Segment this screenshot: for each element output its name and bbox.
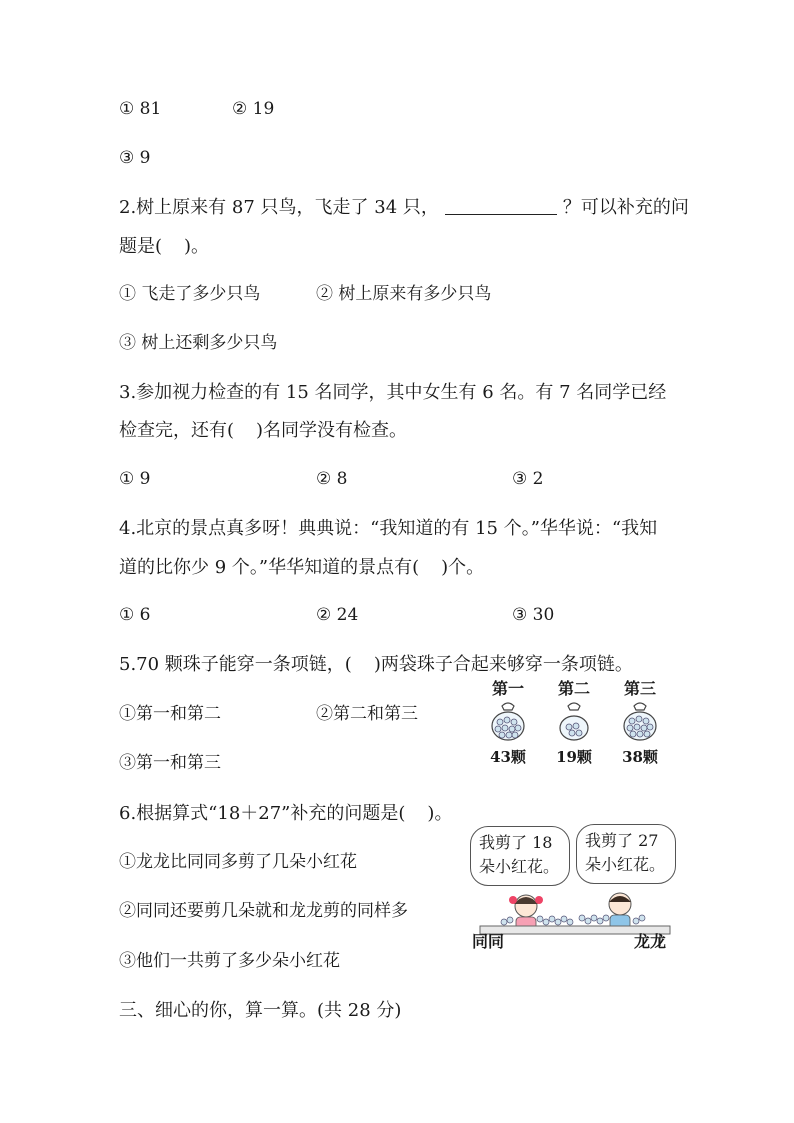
q2-text-c: 题是( — [119, 236, 163, 257]
q2-option-3: ③ 树上还剩多少只鸟 — [119, 333, 278, 353]
q6-text-a: 6.根据算式“18＋27”补充的问题是( — [119, 803, 406, 824]
bead-bag-2-icon — [554, 698, 594, 742]
q2-text-a: 2.树上原来有 87 只鸟，飞走了 34 只， — [119, 197, 439, 218]
speech-bubble-right: 我剪了 27 朵小红花。 — [576, 824, 676, 884]
q2-option-1: ① 飞走了多少只鸟 — [119, 284, 261, 304]
bead-bag-1-icon — [488, 698, 528, 742]
bag-1-label: 第一 — [491, 679, 524, 698]
q6-option-3: ③他们一共剪了多少朵小红花 — [119, 951, 340, 971]
q2-text-d: )。 — [184, 236, 210, 257]
q4-option-3: ③ 30 — [512, 605, 555, 625]
q3-text-a: 检查完，还有( — [119, 420, 235, 441]
bead-bags-illustration — [478, 676, 678, 776]
q1-option-3: ③ 9 — [119, 148, 151, 168]
q3-option-3: ③ 2 — [512, 469, 544, 489]
speech-bubble-left: 我剪了 18 朵小红花。 — [470, 826, 570, 886]
q4-option-2: ② 24 — [316, 605, 359, 625]
child-name-right: 龙龙 — [634, 932, 667, 951]
q2-question-line-2 — [119, 234, 209, 260]
q4-question-line-2 — [119, 555, 484, 581]
q3-option-2: ② 8 — [316, 469, 348, 489]
q4-text-b: )个。 — [441, 557, 485, 578]
bead-bag-3-icon — [620, 698, 660, 742]
bag-2-label: 第二 — [557, 679, 590, 698]
q2-option-2: ② 树上原来有多少只鸟 — [316, 284, 492, 304]
q4-text-a: 道的比你少 9 个。”华华知道的景点有( — [119, 557, 420, 578]
bag-3-label: 第三 — [623, 679, 656, 698]
section-3-heading: 三、细心的你，算一算。(共 28 分) — [119, 1000, 402, 1021]
q6-text-b: )。 — [427, 803, 453, 824]
q5-text-b: )两袋珠子合起来够穿一条项链。 — [373, 654, 633, 675]
q5-option-3: ③第一和第三 — [119, 753, 221, 773]
q5-text-a: 5.70 颗珠子能穿一条项链，( — [119, 654, 352, 675]
q2-text-b: ？可以补充的问 — [562, 197, 689, 218]
q1-option-2: ② 19 — [232, 99, 275, 119]
q5-option-2: ②第二和第三 — [316, 704, 418, 724]
q3-text-b: )名同学没有检查。 — [256, 420, 408, 441]
q4-option-1: ① 6 — [119, 605, 151, 625]
q4-question-line-1: 4.北京的景点真多呀！典典说：“我知道的有 15 个。”华华说：“我知 — [119, 518, 658, 539]
bag-2-count: 19颗 — [556, 748, 592, 766]
child-name-left: 同同 — [472, 932, 505, 951]
q5-option-1: ①第一和第二 — [119, 704, 221, 724]
q5-question-line-1 — [119, 652, 633, 678]
q3-option-1: ① 9 — [119, 469, 151, 489]
q6-question-line-1 — [119, 801, 452, 827]
bag-3-count: 38颗 — [622, 748, 658, 766]
q6-option-1: ①龙龙比同同多剪了几朵小红花 — [119, 852, 357, 872]
q3-question-line-1: 3.参加视力检查的有 15 名同学，其中女生有 6 名。有 7 名同学已经 — [119, 382, 667, 403]
q6-option-2: ②同同还要剪几朵就和龙龙剪的同样多 — [119, 901, 408, 921]
bag-1-count: 43颗 — [490, 748, 526, 766]
q2-answer-blank — [445, 196, 557, 215]
q3-question-line-2 — [119, 418, 407, 444]
q2-question-line-1 — [119, 195, 689, 221]
q1-option-1: ① 81 — [119, 99, 162, 119]
